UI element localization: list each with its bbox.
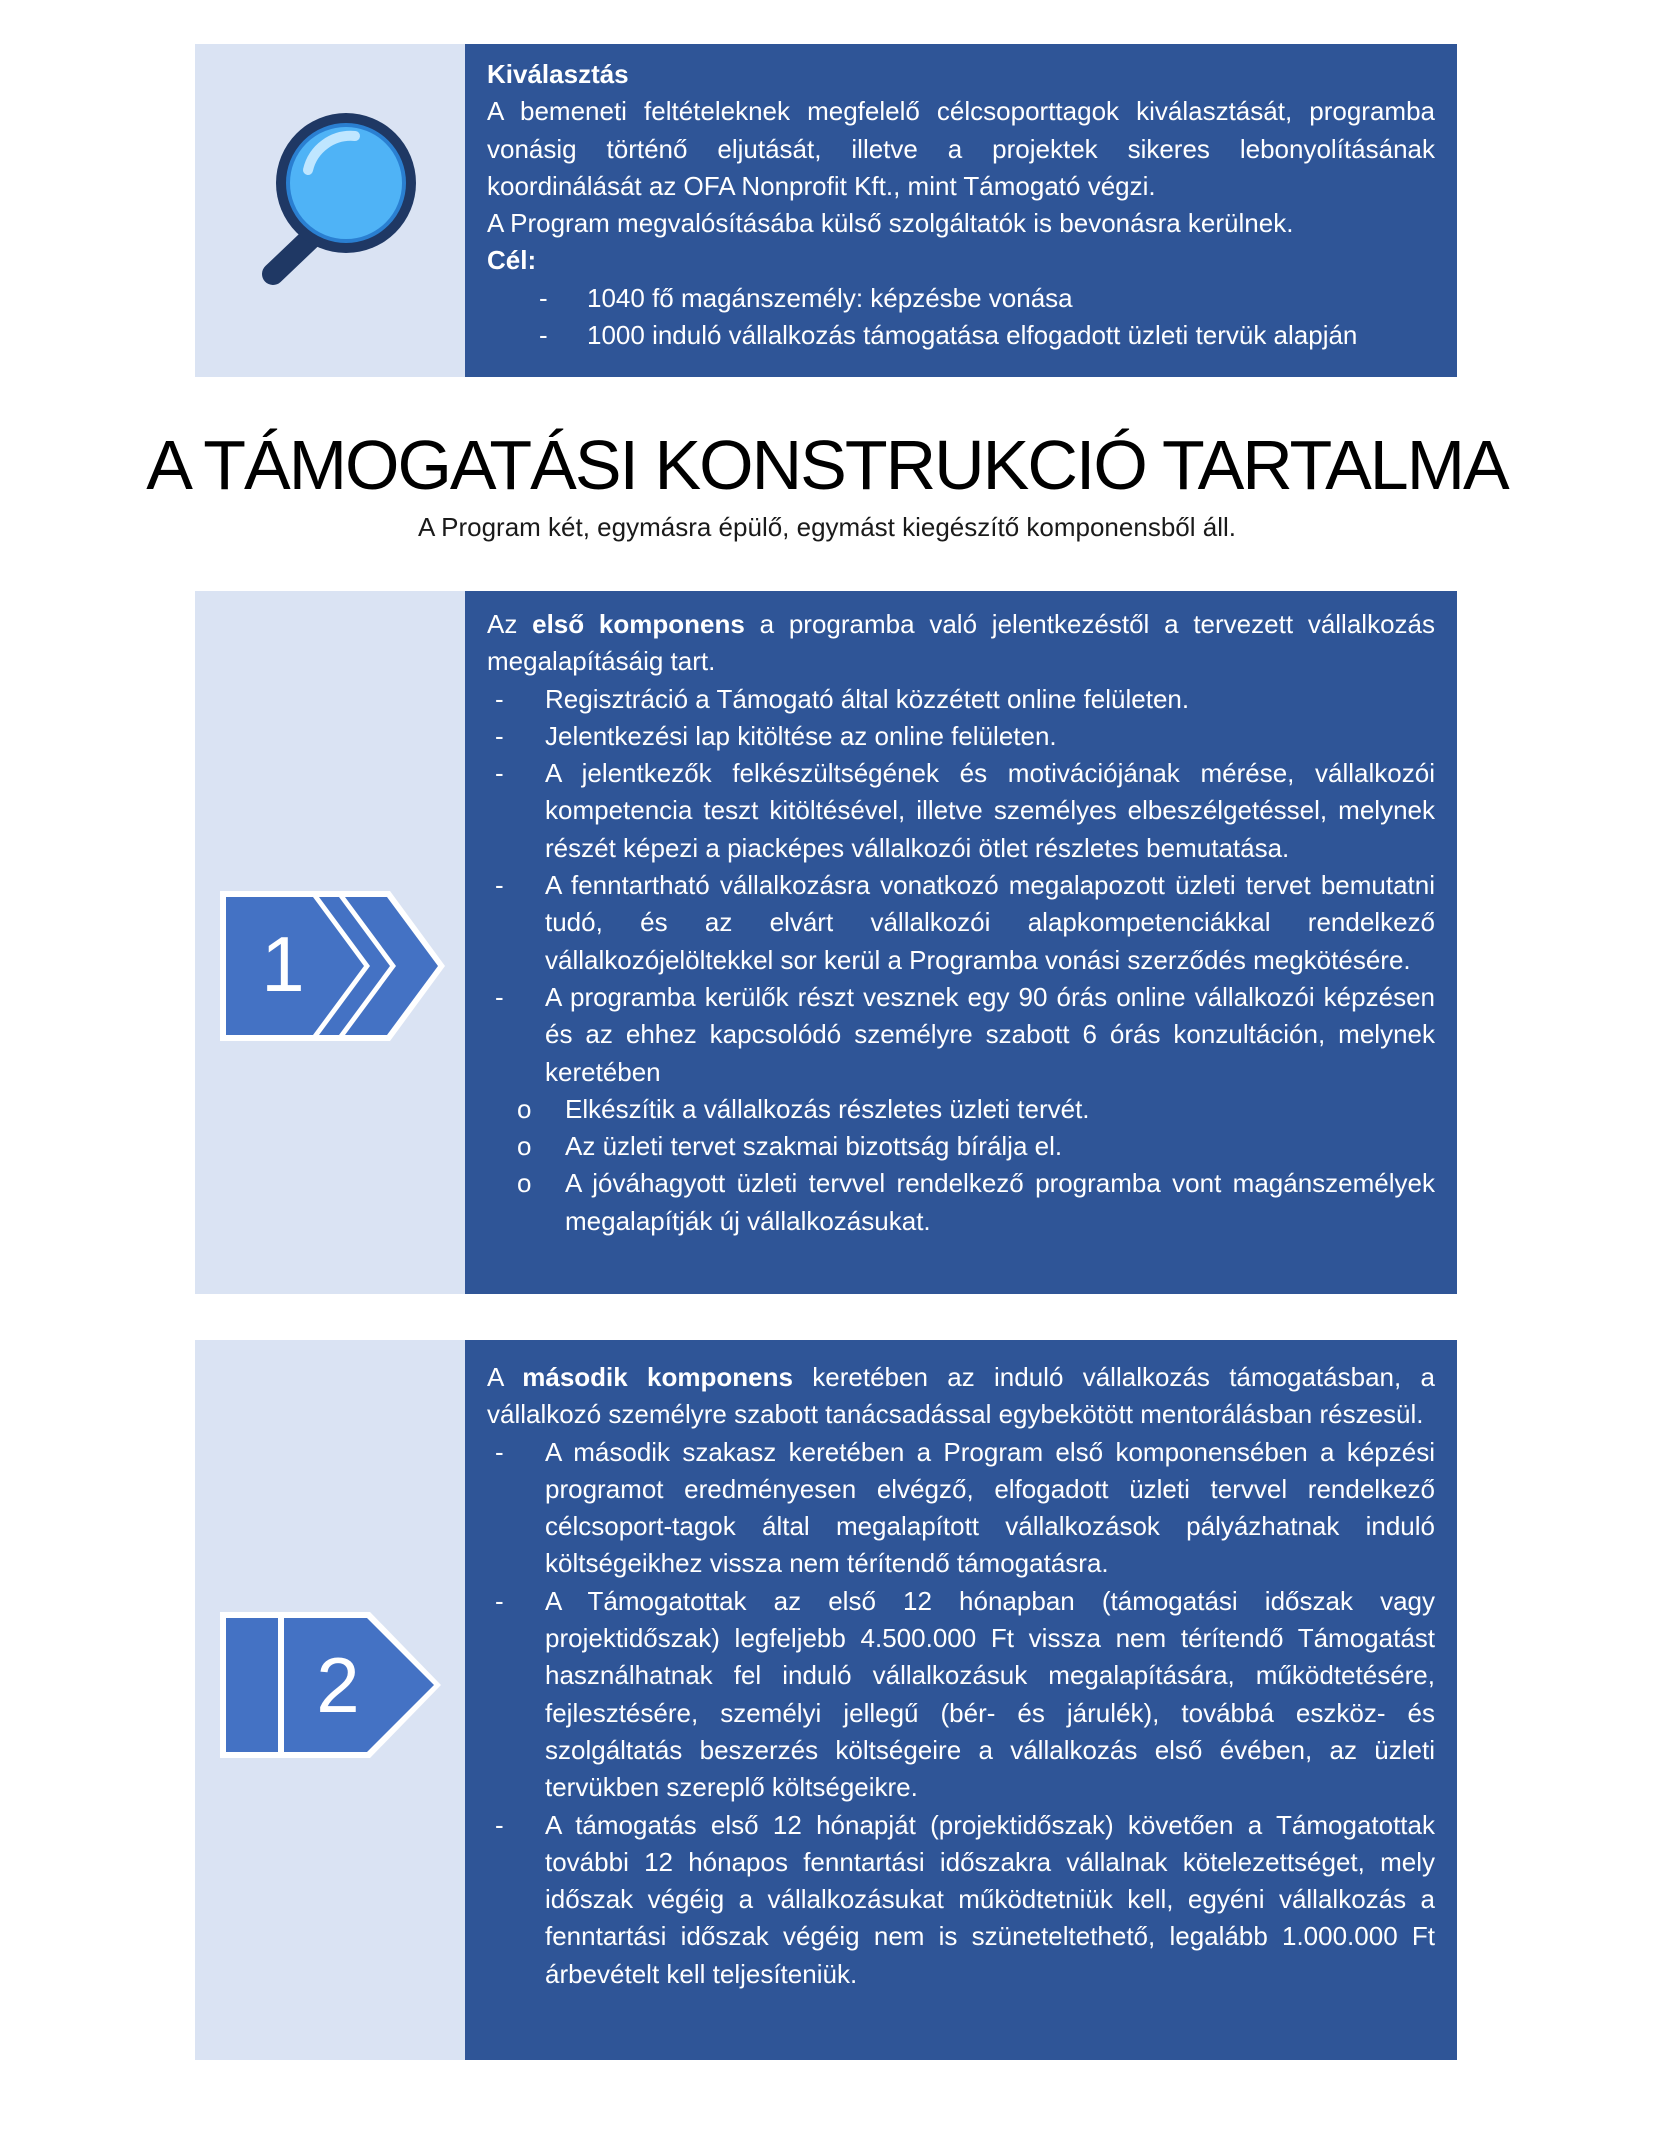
list-item: - A Támogatottak az első 12 hónapban (támogatási időszak vagy projektidőszak) legfeljebb 4.500.000 Ft vissza nem térítendő Támogatást használhatnak fel induló vállalkozásuk megalapítására, működtetésére, fejlesztésére, személyi jellegű (bér- és járulék), továbbá eszköz- és szolgáltatás beszerzés költségeire a vállalkozás első évében, az üzleti tervükben szereplő költségeikre.	[487, 1583, 1435, 1807]
goal-item: - 1000 induló vállalkozás támogatása elfogadott üzleti tervük alapján	[487, 317, 1435, 354]
selection-heading: Kiválasztás	[487, 59, 629, 89]
list-item: - A programba kerülők részt vesznek egy 90 órás online vállalkozói képzésen és az ehhez kapcsolódó személyre szabott 6 órás konzultáción, melynek keretében	[487, 979, 1435, 1091]
component-2-badge-panel	[195, 1340, 465, 2060]
intro-prefix: A	[487, 1362, 523, 1392]
selection-box	[195, 44, 1457, 377]
component-1-badge-panel	[195, 591, 465, 1294]
sublist-item: o Elkészítik a vállalkozás részletes üzleti tervét.	[487, 1091, 1435, 1128]
component-1-text-panel	[465, 591, 1457, 1294]
component-2-text-panel	[465, 1340, 1457, 2060]
selection-paragraph-1: A bemeneti feltételeknek megfelelő célcsoporttagok kiválasztását, programba vonásig történő eljutását, illetve a projektek sikeres lebonyolításának koordinálását az OFA Nonprofit Kft., mint Támogató végzi.	[487, 96, 1435, 201]
page-title: A TÁMOGATÁSI KONSTRUKCIÓ TARTALMA	[146, 426, 1508, 504]
selection-icon-panel	[195, 44, 465, 377]
goal-list	[487, 280, 1435, 355]
goal-item: - 1040 fő magánszemély: képzésbe vonása	[487, 280, 1435, 317]
badge-2-label: 2	[316, 1641, 360, 1729]
component-1-intro	[487, 606, 1435, 681]
component-1-box	[195, 591, 1457, 1294]
magnifier-icon	[195, 44, 465, 377]
sublist-item: o A jóváhagyott üzleti tervvel rendelkező programba vont magánszemélyek megalapítják új vállalkozásukat.	[487, 1165, 1435, 1240]
component-2-intro	[487, 1359, 1435, 1434]
page-subtitle: A Program két, egymásra épülő, egymást kiegészítő komponensből áll.	[418, 512, 1236, 542]
component-2-list	[487, 1434, 1435, 1993]
component-1-sublist	[487, 1091, 1435, 1240]
selection-text-panel	[465, 44, 1457, 377]
list-item: - A jelentkezők felkészültségének és motivációjának mérése, vállalkozói kompetencia teszt kitöltésével, illetve személyes elbeszélgetéssel, melynek részét képezi a piacképes vállalkozói ötlet részletes bemutatása.	[487, 755, 1435, 867]
intro-prefix: Az	[487, 609, 533, 639]
intro-bold: első komponens	[532, 609, 745, 639]
intro-suffix: keretében az induló vállalkozás támogatásban, a vállalkozó személyre szabott tanácsadással egybekötött mentorálásban részesül.	[487, 1362, 1435, 1430]
list-item: - Regisztráció a Támogató által közzétett online felületen.	[487, 681, 1435, 718]
component-1-list	[487, 681, 1435, 1091]
selection-paragraph-2: A Program megvalósításába külső szolgáltatók is bevonásra kerülnek.	[487, 208, 1294, 239]
list-item: - A fenntartható vállalkozásra vonatkozó megalapozott üzleti tervet bemutatni tudó, és az elvárt vállalkozói alapkompetenciákkal rendelkező vállalkozójelöltekkel sor kerül a Programba vonási szerződés megkötésére.	[487, 867, 1435, 979]
chevron-badge-1-icon	[195, 591, 465, 1294]
intro-suffix: a programba való jelentkezéstől a tervezett vállalkozás megalapításáig tart.	[487, 609, 1435, 677]
sublist-item: o Az üzleti tervet szakmai bizottság bírálja el.	[487, 1128, 1435, 1165]
goal-label: Cél:	[487, 245, 537, 276]
list-item: - Jelentkezési lap kitöltése az online felületen.	[487, 718, 1435, 755]
list-item: - A második szakasz keretében a Program első komponensében a képzési programot eredményesen elvégző, elfogadott üzleti tervvel rendelkező célcsoport-tagok által megalapított vállalkozások pályázhatnak induló költségeikhez vissza nem térítendő támogatásra.	[487, 1434, 1435, 1583]
component-2-box	[195, 1340, 1457, 2060]
intro-bold: második komponens	[522, 1362, 793, 1392]
badge-1-label: 1	[261, 920, 305, 1008]
list-item: - A támogatás első 12 hónapját (projektidőszak) követően a Támogatottak további 12 hónapos fenntartási időszakra vállalnak kötelezettséget, mely időszak végéig a vállalkozásukat működtetniük kell, egyéni vállalkozás a fenntartási időszak végéig nem is szüneteltethető, legalább 1.000.000 Ft árbevételt kell teljesíteniük.	[487, 1807, 1435, 1993]
chevron-badge-2-icon	[195, 1340, 465, 2060]
